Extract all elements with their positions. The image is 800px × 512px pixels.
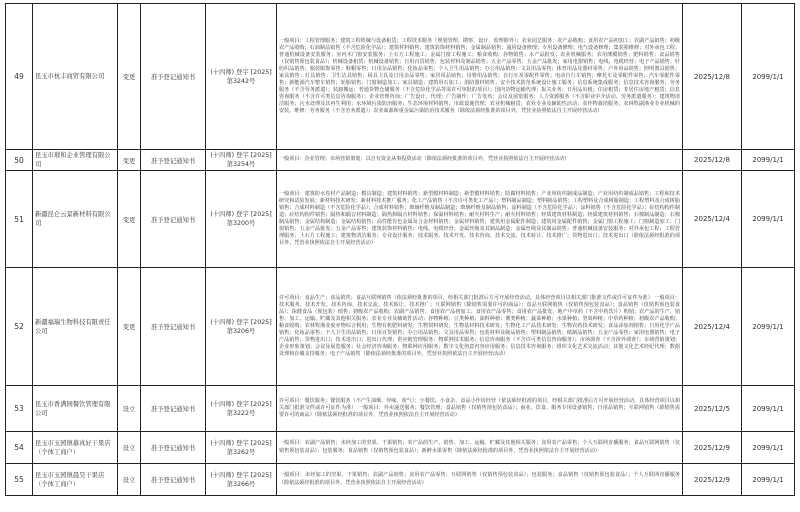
business-scope: 许可项目：食品生产；食品销售；食品互联网销售（依法须经批准的项目，经相关部门批准后方可开展经营活动，具体经营项目以相关部门批准文件或许可证件为准） 一般项目：技术服务、技术开发、技术咨询、技术交流、技术转让、技术推广；互联网销售（除销售需要许可的商品）；食品互联网销售（仅销售预包装食品）；食品销售（仅销售预包装食品）；保健食品（预包装）销售；初级农产品收购；农副产品销售；食用农产品初加工；食用农产品零售；食用农产品批发；地产中草药（不含中药饮片）购销；农产品的生产、销售、加工、运输、贮藏及其他相关服务；农业专业及辅助性活动；谷物种植；豆类种植；油料种植；薯类种植；蔬菜种植；水果种植；坚果种植；中草药种植；初级农产品收购；粮食收购；农林牧渔业废弃物综合利用；生物有机肥料研发；生物饲料研发；生物基材料技术研发；生物化工产品技术研发；生物农药技术研发；食品添加剂销售；日用化学产品销售；化妆品零售；个人卫生用品销售；日用百货销售；办公用品销售；文具用品零售；包装材料及制品销售；塑料制品销售；纸制品销售；五金产品零售；家用电器销售；电子产品销售；货物进出口；技术进出口；进出口代理；供应链管理服务；物联网技术服务；信息咨询服务（不含许可类信息咨询服务）；市场调查（不含涉外调查）；市场营销策划；企业形象策划；会议及展览服务；社会经济咨询服务；物联网应用服务；数字文化创意内容应用服务；信息技术咨询服务；组织文化艺术交流活动；其他文化艺术经纪代理；数据处理和存储支持服务；电子产品销售（除依法须经批准的项目外，凭营业执照依法自主开展经营活动） (277, 268, 683, 386)
change-type: 变更 (118, 268, 141, 386)
business-scope: 许可项目：餐饮服务；餐饮服务（不产生油烟、异味、废气）；小餐饮、小食杂、食品小作坊经营（依法须经批准的项目，经相关部门批准后方可开展经营活动，具体经营项目以相关部门批准文件或许可证件为准） 一般项目：外卖递送服务；餐饮管理；食品销售（仅销售预包装食品）；商业、饮食、服务专用设备销售；日用品销售；互联网销售（除销售需要许可的商品）（除依法须经批准的项目外，凭营业执照依法自主开展经营活动） (277, 386, 683, 432)
approval-date: 2025/12/4 (683, 268, 742, 386)
expiry-date: 2099/1/1 (742, 150, 795, 171)
document-number: (十四师) 登字 [2025] 第3222号 (206, 386, 277, 432)
change-type: 变更 (118, 171, 141, 268)
row-number: 54 (6, 432, 33, 464)
change-type: 设立 (118, 464, 141, 496)
document-number: (十四师) 登字 [2025] 第3262号 (206, 432, 277, 464)
expiry-date: 2099/1/1 (742, 464, 795, 496)
document-number: (十四师) 登字 [2025] 第3242号 (206, 4, 277, 150)
row-number: 50 (6, 150, 33, 171)
company-name: 昆玉市玉园镇慕真好干果店（个体工商户） (33, 432, 118, 464)
table-row (6, 464, 795, 496)
row-number: 53 (6, 386, 33, 432)
expiry-date: 2099/1/1 (742, 268, 795, 386)
business-scope: 一般项目：建筑防水卷材产品制造；模具制造；建筑材料销售；新型膜材料制造；新型膜材料销售；防腐材料销售；产业用纺织制成品制造；产业用纺织制成品销售；工程和技术研究和试验发展；新材料技术研发；新材料技术推广服务；化工产品销售（不含许可类化工产品）；塑料制品制造；塑料制品销售；工程塑料及合成树脂制造；工程塑料及合成树脂销售；合成材料制造（不含危险化学品）；合成材料销售；玻璃纤维及制品制造；玻璃纤维及制品销售；涂料制造（不含危险化学品）；涂料销售（不含危险化学品）；砼结构构件制造；砼结构构件销售；隔热和隔音材料制造；隔热和隔音材料销售；保温材料销售；耐火材料生产；耐火材料销售；轻质建筑材料制造；轻质建筑材料销售；石棉制品制造；石棉制品销售；金属结构制造；金属结构销售；高性能有色金属及合金材料销售；金属材料销售；建筑用金属配件制造；建筑用金属配件销售；金属门窗工程施工；门窗制造加工；门窗销售；五金产品批发；五金产品零售；建筑装饰材料销售；电线、电缆经营；金属丝绳及其制品制造；金属丝绳及其制品销售；普通机械设备安装服务；对外承包工程；工程管理服务；土石方工程施工；建筑物清洁服务；专业设计服务；技术服务、技术开发、技术咨询、技术交流、技术转让、技术推广；货物进出口；技术进出口（除依法须经批准的项目外，凭营业执照依法自主开展经营活动） (277, 171, 683, 268)
approval-date: 2025/12/9 (683, 464, 742, 496)
document-number: (十四师) 登字 [2025] 第3254号 (206, 150, 277, 171)
row-number: 52 (6, 268, 33, 386)
row-number: 55 (6, 464, 33, 496)
approval-date: 2025/12/8 (683, 4, 742, 150)
company-name: 昆玉市香满园餐饮管理有限公司 (33, 386, 118, 432)
business-scope: 一般项目：农副产品销售；未经加工的坚果、干果销售；农产品的生产、销售、加工、运输、贮藏及其他相关服务；食用农产品零售；个人互联网直播服务；食品互联网销售（仅销售预包装食品）；包装服务；食品销售（仅销售预包装食品）；新鲜水果零售（除依法须经批准的项目外，凭营业执照依法自主开展经营活动） (277, 432, 683, 464)
document-number: (十四师) 登字 [2025] 第3206号 (206, 268, 277, 386)
registration-table-body (6, 4, 795, 496)
company-name: 新疆昆仑云景新材料有限公司 (33, 171, 118, 268)
change-type: 设立 (118, 432, 141, 464)
change-type: 变更 (118, 150, 141, 171)
business-scope: 一般项目：工程管理服务；建筑工程机械与设备租赁；工程技术服务（规划管理、勘察、设计、监理除外）；农业园艺服务；农产品收购；食用农产品初加工；农副产品销售；初级农产品收购；石油制品销售（不含危险化学品）；建筑材料销售；建筑装饰材料销售；金属制品销售；通用设备修理；专用设备修理；电气设备修理；集装箱维修；对外承包工程；普通机械设备安装服务；室内木门窗安装服务；土石方工程施工；金属门窗工程施工；粮食收购；谷物销售；水产品批发；农业机械服务；农用薄膜销售；肥料销售；食品销售（仅销售预包装食品）；机械设备租赁；机械设备销售；日用百货销售；包装材料及制品销售；五金产品零售；五金产品批发；家用电器销售；电线、电缆经营；电子产品销售；针纺织品销售；服装服饰零售；鞋帽零售；日用杂品销售；化妆品零售；个人卫生用品销售；办公用品销售；文具用品零售；体育用品及器材零售；户外用品销售；照明器具销售；家具销售；灯具销售；卫生洁具销售；厨具卫具及日用杂品零售；家居用品销售；母婴用品销售；自行车及零配件零售；电动自行车销售；摩托车及零配件零售；汽车零配件零售；新能源汽车整车销售；轮胎销售；门窗制造加工；家具制造；建筑用石加工；消防器材销售；安全技术防范系统设计施工服务；信息系统集成服务；信息技术咨询服务；劳务服务（不含劳务派遣）；装卸搬运；普通货物仓储服务（不含危险化学品等需许可审批的项目）；国内货物运输代理；报关业务；日用品出租；住房租赁；非居住房地产租赁；信息咨询服务（不含许可类信息咨询服务）；企业管理咨询；广告设计、代理；广告制作；广告发布；会议及展览服务；人力资源服务（不含职业中介活动、劳务派遣服务）；建筑物清洁服务；污水处理及其再生利用；水环境污染防治服务；生态环境材料销售；市政设施管理；农业机械租赁；农业专业及辅助性活动；农作物栽培服务；农林牧副渔业专业机械的安装、维修；劳务服务（不含劳务派遣）；农业面源和重金属污染防治技术服务（除依法须经批准的项目外，凭营业执照依法自主开展经营活动） (277, 4, 683, 150)
document-number: (十四师) 登字 [2025] 第3266号 (206, 464, 277, 496)
company-name: 昆玉市璀和企业管理有限公司 (33, 150, 118, 171)
document-type: 准予登记通知书 (141, 4, 206, 150)
document-number: (十四师) 登字 [2025] 第3200号 (206, 171, 277, 268)
table-row (6, 171, 795, 268)
business-scope: 一般项目：未经加工的坚果、干果销售；农副产品销售；食用农产品零售；互联网销售（仅销售预包装食品）；包装服务；食品销售（仅销售预包装食品）；个人互联网直播服务（除依法须经批准的项目外，凭营业执照依法自主开展经营活动） (277, 464, 683, 496)
change-type: 变更 (118, 4, 141, 150)
table-row (6, 150, 795, 171)
approval-date: 2025/12/4 (683, 171, 742, 268)
document-type: 准予登记通知书 (141, 386, 206, 432)
table-row (6, 386, 795, 432)
expiry-date: 2099/1/1 (742, 432, 795, 464)
company-name: 昆玉市杭丰商贸有限公司 (33, 4, 118, 150)
expiry-date: 2099/1/1 (742, 386, 795, 432)
document-type: 准予登记通知书 (141, 150, 206, 171)
registration-table (5, 3, 795, 496)
expiry-date: 2099/1/1 (742, 171, 795, 268)
table-row (6, 268, 795, 386)
row-number: 49 (6, 4, 33, 150)
company-name: 昆玉市玉园镇晨昊干果店（个体工商户） (33, 464, 118, 496)
table-row (6, 432, 795, 464)
business-scope: 一般项目：企业管理；市场营销策划；以自有资金从事投资活动（除依法须经批准的项目外，凭营业执照依法自主开展经营活动） (277, 150, 683, 171)
row-number: 51 (6, 171, 33, 268)
change-type: 设立 (118, 386, 141, 432)
approval-date: 2025/12/8 (683, 150, 742, 171)
expiry-date: 2099/1/1 (742, 4, 795, 150)
approval-date: 2025/12/5 (683, 386, 742, 432)
document-type: 准予登记通知书 (141, 464, 206, 496)
approval-date: 2025/12/9 (683, 432, 742, 464)
company-name: 新疆福瑞生物科技有限责任公司 (33, 268, 118, 386)
document-type: 准予登记通知书 (141, 171, 206, 268)
document-type: 准予登记通知书 (141, 268, 206, 386)
document-type: 准予登记通知书 (141, 432, 206, 464)
table-row (6, 4, 795, 150)
